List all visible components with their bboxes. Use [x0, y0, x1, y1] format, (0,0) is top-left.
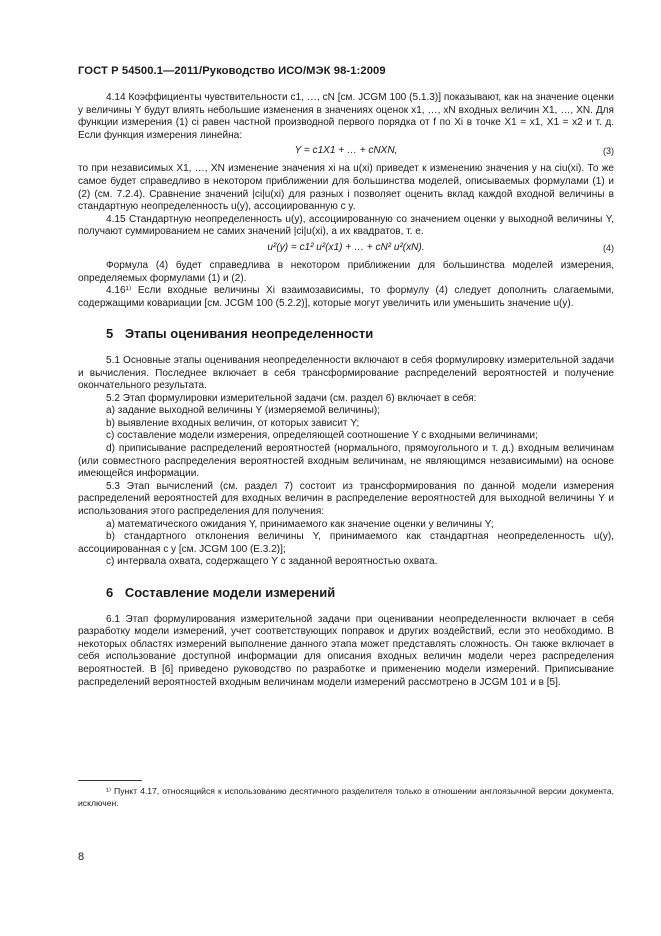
formula-4 — [78, 242, 614, 256]
section-5-title: Этапы оценивания неопределенности — [124, 326, 374, 342]
paragraph-4-16: 4.16¹⁾ Если входные величины Xi взаимозависимы, то формулу (4) следует дополнить слагаемыми, содержащими ковариации [см. JCGM 100 (5.2.2)], которые могут увеличить или уменьшить значение u(y). — [78, 285, 614, 309]
paragraph-5-3: 5.3 Этап вычислений (см. раздел 7) состоит из трансформирования по данной модели измерения распределений вероятностей для входных величин в распределение вероятностей для выходной величины Y и использования этого распределения для получения: — [78, 480, 614, 518]
formula-4-number: (4) — [603, 242, 614, 253]
document-header: ГОСТ Р 54500.1—2011/Руководство ИСО/МЭК 98-1:2009 — [78, 65, 386, 77]
footnote: ¹⁾ Пункт 4.17, относящийся к использованию десятичного разделителя только в отношении англоязычной версии документа, исключен. — [78, 786, 614, 808]
list-item: b) выявление входных величин, от которых зависит Y; — [106, 417, 360, 429]
formula-3 — [78, 145, 614, 159]
paragraph-4-14-continued: то при независимых X1, …, XN изменение значения xi на u(xi) приведет к изменению значения y на ciu(xi). То же самое будет справедливо в некотором приближении для большинства моделей, описываемых формулами (1) и (2) (см. 7.2.4). Сравнение значений |ci|u(xi) для разных i позволяет оценить вклад каждой входной величины в стандартную неопределенность u(y), ассоциированную с y. — [78, 163, 614, 213]
paragraph-5-2: 5.2 Этап формулировки измерительной задачи (см. раздел 6) включает в себя: — [106, 392, 477, 404]
list-item: c) интервала охвата, содержащего Y с заданной вероятностью охвата. — [106, 556, 438, 568]
formula-3-number: (3) — [603, 146, 614, 157]
footnote-divider — [78, 780, 142, 781]
section-5-number: 5 — [106, 326, 114, 342]
list-item: c) составление модели измерения, определяющей соотношение Y с входными величинами; — [106, 430, 538, 442]
section-6-heading — [78, 587, 614, 600]
section-5-heading — [78, 328, 614, 341]
paragraph-4-15: 4.15 Стандартную неопределенность u(y), ассоциированную со значением оценки y выходной величины Y, получают суммированием не самих значений |ci|u(xi), а их квадратов, т. е. — [78, 213, 614, 238]
paragraph-5-1: 5.1 Основные этапы оценивания неопределенности включают в себя формулировку измерительной задачи и вычисления. Последнее включает в себя трансформирование распределений вероятностей и получение окончательного результата. — [78, 354, 614, 392]
section-6-title: Составление модели измерений — [124, 585, 336, 600]
main-content — [78, 92, 614, 689]
formula-4-expression: u²(y) = c1² u²(x1) + … + cN² u²(xN). — [267, 241, 425, 253]
formula-3-expression: Y = c1X1 + … + cNXN, — [294, 145, 398, 157]
list-item: b) стандартного отклонения величины Y, принимаемого как стандартная неопределенность u(y), ассоциированная с y [см. JCGM 100 (E.3.2)]; — [78, 531, 614, 555]
paragraph-6-1: 6.1 Этап формулирования измерительной задачи при оценивании неопределенности включает в себя разработку модели измерений, учет соответствующих поправок и других воздействий, если это необходимо. В некоторых областях измерений выполнение данного этапа может представлять сложность. Он также включает в себя использование доступной информации для описания входных величин модели через распределения вероятностей. В [6] приведено руководство по разработке и применению модели измерений. Приписывание распределений вероятностей входным величинам модели измерений рассмотрено в JCGM 101 и в [5]. — [78, 613, 614, 688]
paragraph-4-15-continued: Формула (4) будет справедлива в некотором приближении для большинства моделей измерения, определяемых формулами (1) и (2). — [78, 259, 614, 284]
list-item: а) математического ожидания Y, принимаемого как значение оценки y величины Y; — [106, 518, 494, 530]
list-item: d) приписывание распределений вероятностей (нормального, прямоугольного и т. д.) входным величинам (или совместного распределения вероятностей входным величинам, не являющимся независимыми) на основе имеющейся информации. — [78, 443, 614, 480]
section-6-number: 6 — [106, 585, 114, 600]
page-number: 8 — [78, 851, 85, 863]
paragraph-4-14: 4.14 Коэффициенты чувствительности c1, …, cN [см. JCGM 100 (5.1.3)] показывают, как на значение оценки y величины Y будут влиять небольшие изменения в значениях оценок x1, …, xN входных величин X1, …, XN. Для функции измерения (1) ci равен частной производной первого порядка от f по Xi в точке X1 = x1, X1 = x2 и т. д. Если функция измерения линейна: — [78, 92, 614, 141]
list-item: а) задание выходной величины Y (измеряемой величины); — [106, 405, 380, 417]
